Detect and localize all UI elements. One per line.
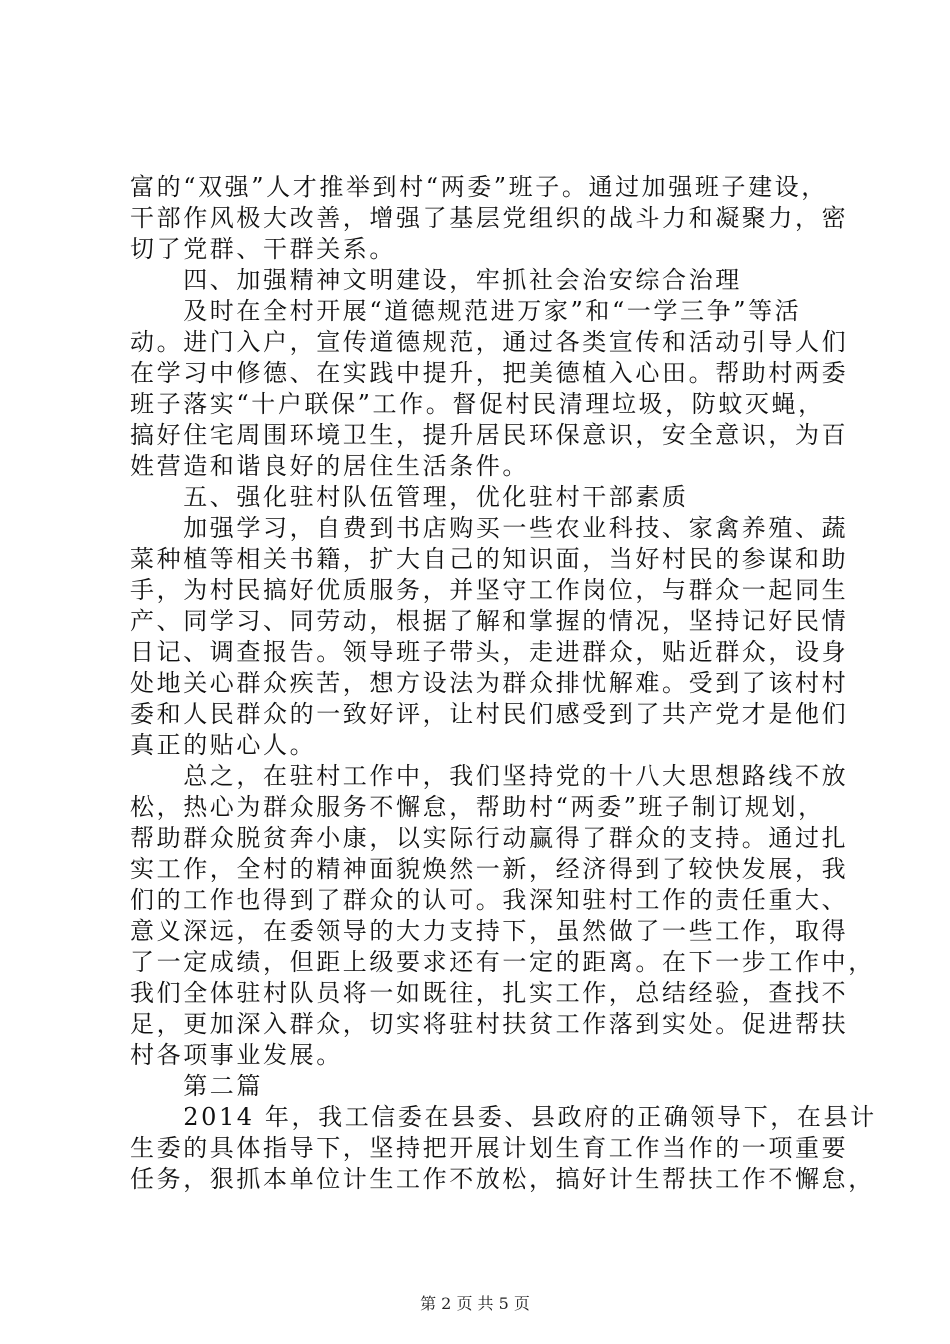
section-heading: 四、加强精神文明建设，牢抓社会治安综合治理	[130, 266, 742, 294]
text-line: 村各项事业发展。	[130, 1041, 343, 1069]
text-line: 在学习中修德、在实践中提升，把美德植入心田。帮助村两委	[130, 359, 849, 387]
document-body	[130, 172, 877, 1195]
text-line: 富的“双强”人才推举到村“两委”班子。通过加强班子建设，	[130, 173, 828, 201]
text-line: 及时在全村开展“道德规范进万家”和“一学三争”等活	[130, 297, 802, 325]
text-line: 委和人民群众的一致好评，让村民们感受到了共产党才是他们	[130, 700, 849, 728]
text-line: 手，为村民搞好优质服务，并坚守工作岗位，与群众一起同生	[130, 576, 849, 604]
section-heading: 五、强化驻村队伍管理，优化驻村干部素质	[130, 483, 689, 511]
text-line: 搞好住宅周围环境卫生，提升居民环保意识，安全意识，为百	[130, 421, 849, 449]
text-line: 处地关心群众疾苦，想方设法为群众排忧解难。受到了该村村	[130, 669, 849, 697]
text-line: 2014 年，我工信委在县委、县政府的正确领导下，在县计	[130, 1103, 877, 1131]
text-line: 足，更加深入群众，切实将驻村扶贫工作落到实处。促进帮扶	[130, 1010, 849, 1038]
text-line: 产、同学习、同劳动，根据了解和掌握的情况，坚持记好民情	[130, 607, 849, 635]
text-line: 了一定成绩，但距上级要求还有一定的距离。在下一步工作中，	[130, 948, 875, 976]
text-line: 们的工作也得到了群众的认可。我深知驻村工作的责任重大、	[130, 886, 849, 914]
text-line: 动。进门入户，宣传道德规范，通过各类宣传和活动引导人们	[130, 328, 849, 356]
text-line: 日记、调查报告。领导班子带头，走进群众，贴近群众，设身	[130, 638, 849, 666]
text-line: 我们全体驻村队员将一如既往，扎实工作，总结经验，查找不	[130, 979, 849, 1007]
text-line: 实工作，全村的精神面貌焕然一新，经济得到了较快发展，我	[130, 855, 849, 883]
text-line: 松，热心为群众服务不懈怠，帮助村“两委”班子制订规划，	[130, 793, 825, 821]
text-line: 任务，狠抓本单位计生工作不放松，搞好计生帮扶工作不懈怠，	[130, 1165, 875, 1193]
page-number-footer: 第 2 页 共 5 页	[420, 1294, 530, 1313]
section-heading: 第二篇	[130, 1072, 263, 1100]
text-line: 加强学习，自费到书店购买一些农业科技、家禽养殖、蔬	[130, 514, 849, 542]
text-line: 菜种植等相关书籍，扩大自己的知识面，当好村民的参谋和助	[130, 545, 849, 573]
text-line: 意义深远，在委领导的大力支持下，虽然做了一些工作，取得	[130, 917, 849, 945]
text-line: 生委的具体指导下，坚持把开展计划生育工作当作的一项重要	[130, 1134, 849, 1162]
text-line: 总之，在驻村工作中，我们坚持党的十八大思想路线不放	[130, 762, 849, 790]
text-line: 干部作风极大改善，增强了基层党组织的战斗力和凝聚力，密	[130, 204, 849, 232]
text-line: 切了党群、干群关系。	[130, 235, 396, 263]
text-line: 帮助群众脱贫奔小康，以实际行动赢得了群众的支持。通过扎	[130, 824, 849, 852]
text-line: 姓营造和谐良好的居住生活条件。	[130, 452, 529, 480]
text-line: 真正的贴心人。	[130, 731, 317, 759]
text-line: 班子落实“十户联保”工作。督促村民清理垃圾，防蚊灭蝇，	[130, 390, 825, 418]
